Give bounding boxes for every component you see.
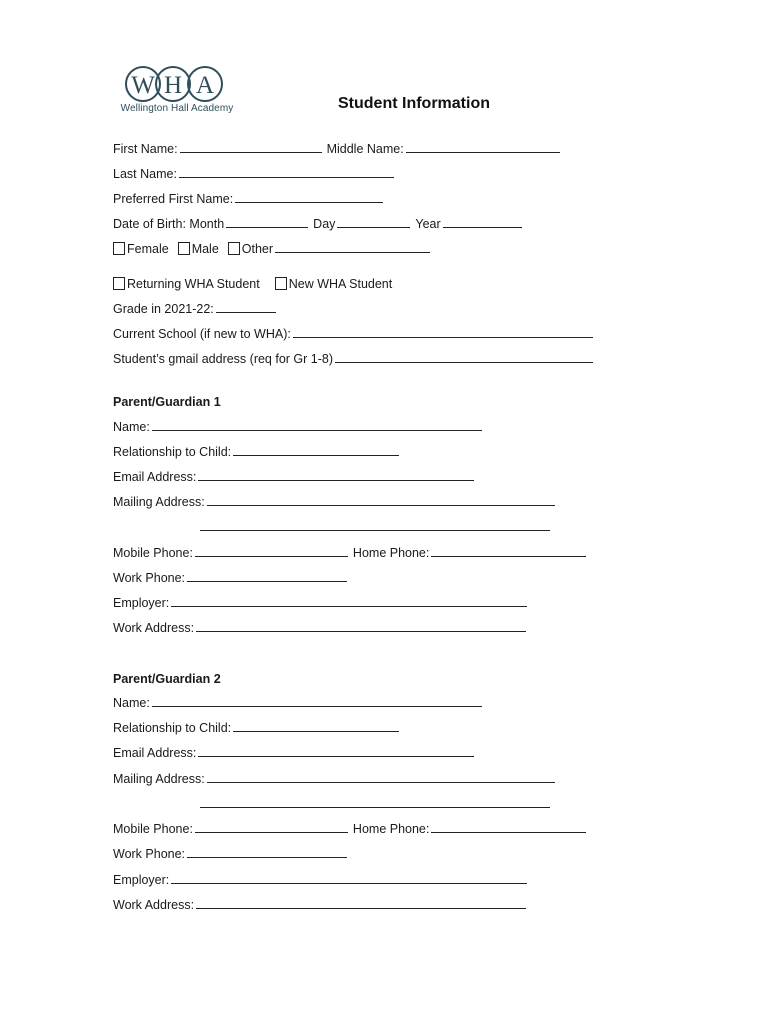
middle-name-field[interactable] — [406, 141, 560, 153]
guardian1-work-address-label: Work Address: — [113, 621, 195, 635]
guardian1-relationship-field[interactable] — [233, 444, 399, 456]
dob-row — [113, 216, 522, 232]
current-school-label: Current School (if new to WHA): — [113, 327, 291, 341]
guardian2-name-label: Name: — [113, 696, 150, 710]
dob-year-label: Year — [415, 217, 441, 231]
guardian2-name-field[interactable] — [152, 695, 482, 707]
guardian1-title: Parent/Guardian 1 — [113, 395, 221, 409]
logo-caption: Wellington Hall Academy — [120, 103, 234, 114]
guardian2-mailing-field-2[interactable] — [200, 796, 550, 808]
svg-text:W: W — [131, 72, 155, 99]
guardian1-work-address-field[interactable] — [196, 620, 526, 632]
preferred-first-name-label: Preferred First Name: — [113, 192, 234, 206]
guardian2-work-address-field[interactable] — [196, 897, 526, 909]
other-field[interactable] — [275, 241, 430, 253]
returning-student-label: Returning WHA Student — [127, 277, 260, 291]
dob-day-label: Day — [313, 217, 336, 231]
last-name-row — [113, 166, 394, 182]
guardian1-employer-row — [113, 595, 527, 611]
guardian2-mailing-label: Mailing Address: — [113, 772, 205, 786]
guardian1-employer-label: Employer: — [113, 596, 170, 610]
last-name-field[interactable] — [179, 166, 394, 178]
guardian2-mobile-label: Mobile Phone: — [113, 822, 193, 836]
guardian1-mobile-label: Mobile Phone: — [113, 546, 193, 560]
wha-logo-mark — [116, 66, 238, 102]
guardian1-work-phone-label: Work Phone: — [113, 571, 186, 585]
guardian1-mobile-field[interactable] — [195, 545, 348, 557]
gender-row — [113, 241, 430, 257]
male-checkbox[interactable] — [178, 242, 190, 255]
student-status-row — [113, 276, 392, 292]
middle-name-label: Middle Name: — [326, 142, 404, 156]
guardian1-name-label: Name: — [113, 420, 150, 434]
male-label: Male — [191, 242, 219, 256]
guardian1-email-row — [113, 469, 474, 485]
guardian2-work-address-row — [113, 897, 526, 913]
other-label: Other — [241, 242, 274, 256]
guardian1-phones-row — [113, 545, 586, 561]
page-title: Student Information — [338, 95, 490, 112]
guardian2-work-phone-row — [113, 846, 347, 862]
guardian1-work-phone-field[interactable] — [187, 570, 347, 582]
guardian2-email-row — [113, 745, 474, 761]
guardian1-mailing-row-2 — [200, 519, 550, 535]
dob-month-label: Date of Birth: Month — [113, 217, 225, 231]
guardian2-home-label: Home Phone: — [352, 822, 430, 836]
new-student-checkbox[interactable] — [275, 277, 287, 290]
guardian2-mobile-field[interactable] — [195, 821, 348, 833]
dob-year-field[interactable] — [443, 216, 522, 228]
last-name-label: Last Name: — [113, 167, 177, 181]
guardian2-work-address-label: Work Address: — [113, 898, 195, 912]
guardian1-mailing-row — [113, 494, 555, 510]
guardian2-work-phone-label: Work Phone: — [113, 847, 186, 861]
guardian2-employer-field[interactable] — [171, 872, 527, 884]
current-school-row — [113, 326, 593, 342]
new-student-label: New WHA Student — [288, 277, 393, 291]
guardian2-title: Parent/Guardian 2 — [113, 672, 221, 686]
gmail-field[interactable] — [335, 351, 593, 363]
guardian1-relationship-label: Relationship to Child: — [113, 445, 232, 459]
guardian2-mailing-row-2 — [200, 796, 550, 812]
first-name-label: First Name: — [113, 142, 178, 156]
guardian2-mailing-row — [113, 771, 555, 787]
guardian1-work-phone-row — [113, 570, 347, 586]
grade-label: Grade in 2021-22: — [113, 302, 214, 316]
guardian2-name-row — [113, 695, 482, 711]
guardian2-relationship-field[interactable] — [233, 720, 399, 732]
gmail-label: Student’s gmail address (req for Gr 1-8) — [113, 352, 334, 366]
guardian1-home-label: Home Phone: — [352, 546, 430, 560]
guardian1-employer-field[interactable] — [171, 595, 527, 607]
wha-logo — [116, 66, 238, 118]
guardian1-email-field[interactable] — [198, 469, 474, 481]
guardian2-work-phone-field[interactable] — [187, 846, 347, 858]
grade-field[interactable] — [216, 301, 276, 313]
current-school-field[interactable] — [293, 326, 593, 338]
guardian1-home-field[interactable] — [431, 545, 586, 557]
other-checkbox[interactable] — [228, 242, 240, 255]
guardian2-employer-row — [113, 872, 527, 888]
female-checkbox[interactable] — [113, 242, 125, 255]
guardian2-phones-row — [113, 821, 586, 837]
guardian2-relationship-label: Relationship to Child: — [113, 721, 232, 735]
guardian1-mailing-field-2[interactable] — [200, 519, 550, 531]
dob-month-field[interactable] — [226, 216, 308, 228]
guardian1-name-row — [113, 419, 482, 435]
guardian1-mailing-field[interactable] — [207, 494, 555, 506]
guardian1-relationship-row — [113, 444, 399, 460]
guardian2-employer-label: Employer: — [113, 873, 170, 887]
first-name-field[interactable] — [180, 141, 322, 153]
guardian2-relationship-row — [113, 720, 399, 736]
guardian2-home-field[interactable] — [431, 821, 586, 833]
guardian1-name-field[interactable] — [152, 419, 482, 431]
preferred-name-row — [113, 191, 383, 207]
svg-text:H: H — [163, 72, 183, 99]
returning-student-checkbox[interactable] — [113, 277, 125, 290]
guardian2-email-label: Email Address: — [113, 746, 197, 760]
dob-day-field[interactable] — [337, 216, 410, 228]
guardian1-email-label: Email Address: — [113, 470, 197, 484]
gmail-row — [113, 351, 593, 367]
female-label: Female — [127, 242, 169, 256]
first-middle-name-row — [113, 141, 560, 157]
guardian2-email-field[interactable] — [198, 745, 474, 757]
guardian2-mailing-field[interactable] — [207, 771, 555, 783]
grade-row — [113, 301, 276, 317]
preferred-first-name-field[interactable] — [235, 191, 383, 203]
svg-text:A: A — [195, 72, 215, 99]
guardian1-mailing-label: Mailing Address: — [113, 495, 205, 509]
guardian1-work-address-row — [113, 620, 526, 636]
